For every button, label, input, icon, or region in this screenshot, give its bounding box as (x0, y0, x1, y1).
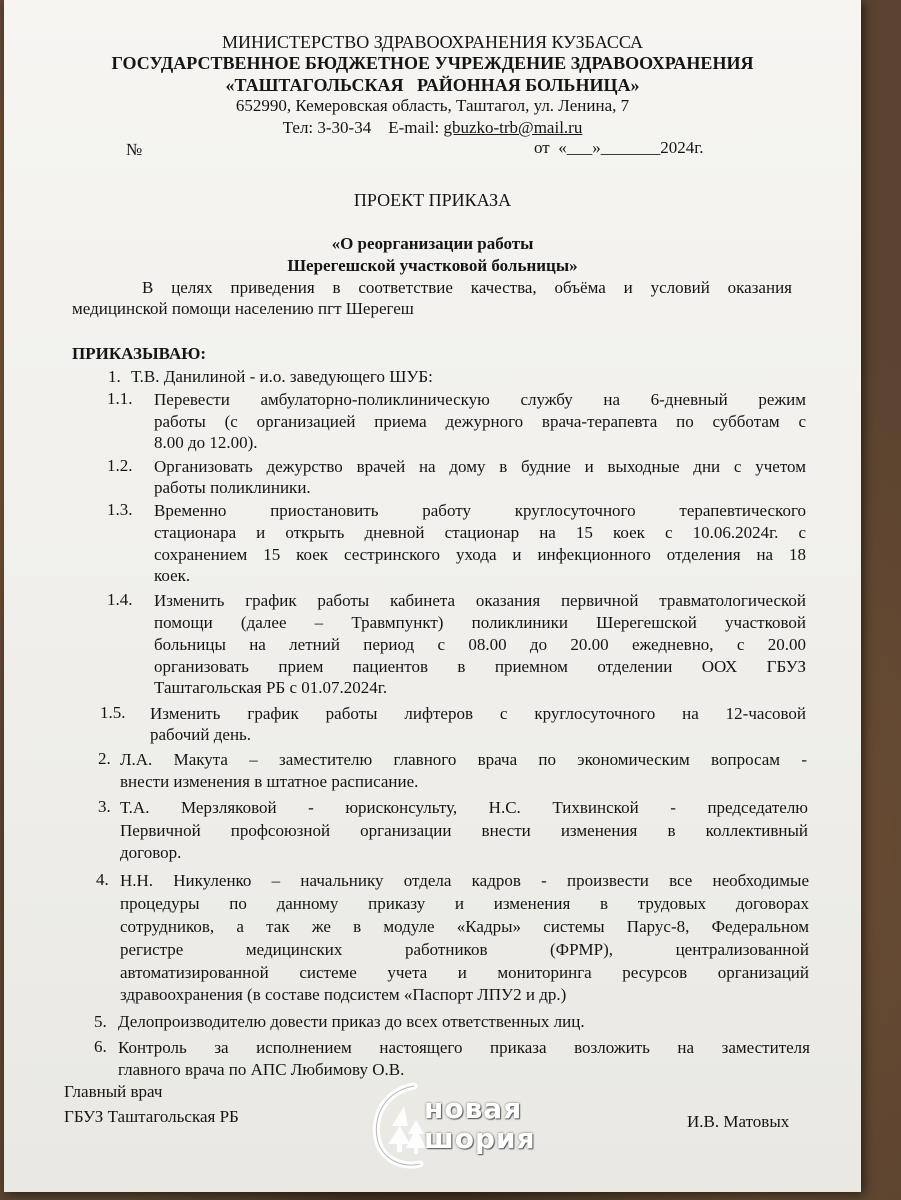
item-1-4-line: Изменить график работы кабинета оказания первичной травматологической (154, 591, 806, 610)
ministry-name: МИНИСТЕРСТВО ЗДРАВООХРАНЕНИЯ КУЗБАССА (222, 32, 643, 52)
order-heading: ПРИКАЗЫВАЮ: (72, 344, 207, 363)
item-1-3-line: коек. (154, 566, 191, 585)
item-number: 1.5. (100, 703, 126, 722)
signature-position: Главный врач (64, 1082, 163, 1101)
signature-org: ГБУЗ Таштагольская РБ (64, 1107, 239, 1126)
preamble-line2: медицинской помощи населению пгт Шерегеш (72, 299, 414, 318)
item-number: 1. (108, 367, 121, 386)
item-number: 5. (94, 1012, 107, 1031)
item-2-line: Л.А. Макута – заместителю главного врача по экономическим вопросам - (120, 750, 807, 769)
item-6-line: Контроль за исполнением настоящего приказа возложить на заместителя (118, 1038, 810, 1057)
document-type: ПРОЕКТ ПРИКАЗА (353, 190, 512, 210)
item-number: 3. (98, 797, 111, 816)
item-5-text: Делопроизводителю довести приказ до всех ответственных лиц. (118, 1012, 585, 1031)
institution-name: ГОСУДАРСТВЕННОЕ БЮДЖЕТНОЕ УЧРЕЖДЕНИЕ ЗДРАВООХРАНЕНИЯ (111, 53, 754, 73)
document-number-label: № (126, 140, 143, 159)
item-number: 6. (94, 1037, 107, 1056)
item-number: 1.2. (107, 456, 133, 475)
item-1-3-line: Временно приостановить работу круглосуточного терапевтического (154, 501, 806, 520)
item-3-line: договор. (120, 843, 182, 862)
item-1-3-line: сохранением 15 коек сестринского ухода и инфекционного отделения на 18 (154, 545, 806, 564)
item-1-3-line: стационара и открыть дневной стационар на 15 коек с 10.06.2024г. с (154, 523, 806, 542)
hospital-name: «ТАШТАГОЛЬСКАЯ РАЙОННАЯ БОЛЬНИЦА» (225, 75, 640, 95)
email-link[interactable]: gbuzko-trb@mail.ru (443, 118, 583, 137)
item-4-line: процедуры по данному приказу и изменения в трудовых договорах (120, 894, 809, 913)
watermark-line2: шория (424, 1122, 536, 1155)
item-1-1-line: Перевести амбулаторно-поликлиническую службу на 6-дневный режим (154, 390, 806, 409)
item-1-2-line: Организовать дежурство врачей на дому в будние и выходные дни с учетом (154, 457, 806, 476)
item-number: 1.1. (107, 389, 133, 408)
item-1-5-line: Изменить график работы лифтеров с круглосуточного на 12-часовой (150, 704, 806, 723)
item-4-line: Н.Н. Никуленко – начальнику отдела кадров - произвести все необходимые (120, 871, 809, 890)
signature-name: И.В. Матовых (687, 1112, 790, 1131)
item-3-line: Т.А. Мерзляковой - юрисконсульту, Н.С. Тихвинской - председателю (120, 798, 808, 817)
watermark-line1: новая (424, 1092, 523, 1125)
item-2-line: внести изменения в штатное расписание. (120, 772, 419, 791)
item-1-4-line: Таштагольская РБ с 01.07.2024г. (154, 678, 388, 697)
item-4-line: автоматизированной системе учета и мониторинга ресурсов организаций (120, 963, 809, 982)
item-number: 1.4. (107, 590, 133, 609)
document-sheet (4, 0, 861, 1192)
watermark-logo (364, 1076, 564, 1172)
item-1-4-line: помощи (далее – Травмпункт) поликлиники Шерегешской участковой (154, 613, 806, 632)
item-1-1-line: работы (с организацией приема дежурного врача-терапевта по субботам с (154, 412, 806, 431)
item-3-line: Первичной профсоюзной организации внести изменения в коллективный (120, 821, 808, 840)
contact-line (4, 118, 861, 138)
preamble-line1: В целях приведения в соответствие качества, объёма и условий оказания (142, 278, 792, 297)
document-title-line1: «О реорганизации работы (331, 234, 534, 253)
item-1-4-line: организовать прием пациентов в приемном отделении ООХ ГБУЗ (154, 657, 806, 676)
phone-text: Тел: 3-30-34 E-mail: (282, 118, 444, 137)
item-1-1-line: 8.00 до 12.00). (154, 433, 258, 452)
item-4-line: здравоохранения (в составе подсистем «Паспорт ЛПУ2 и др.) (120, 985, 567, 1004)
item-number: 4. (96, 870, 109, 889)
item-number: 2. (98, 749, 111, 768)
item-1-text: Т.В. Данилиной - и.о. заведующего ШУБ: (131, 367, 433, 386)
item-6-line: главного врача по АПС Любимову О.В. (118, 1060, 405, 1079)
item-1-4-line: больницы на летний период с 08.00 до 20.00 ежедневно, с 20.00 (154, 635, 806, 654)
document-date-label: от «___»_______2024г. (534, 138, 704, 157)
hospital-address: 652990, Кемеровская область, Таштагол, ул. Ленина, 7 (235, 96, 630, 115)
item-4-line: регистре медицинских работников (ФРМР), централизованной (120, 940, 809, 959)
item-1-5-line: рабочий день. (150, 725, 252, 744)
document-title-line2: Шерегешской участковой больницы» (287, 256, 578, 275)
item-1-2-line: работы поликлиники. (154, 478, 311, 497)
item-number: 1.3. (107, 500, 133, 519)
item-4-line: сотрудников, а так же в модуле «Кадры» системы Парус-8, Федеральном (120, 917, 809, 936)
